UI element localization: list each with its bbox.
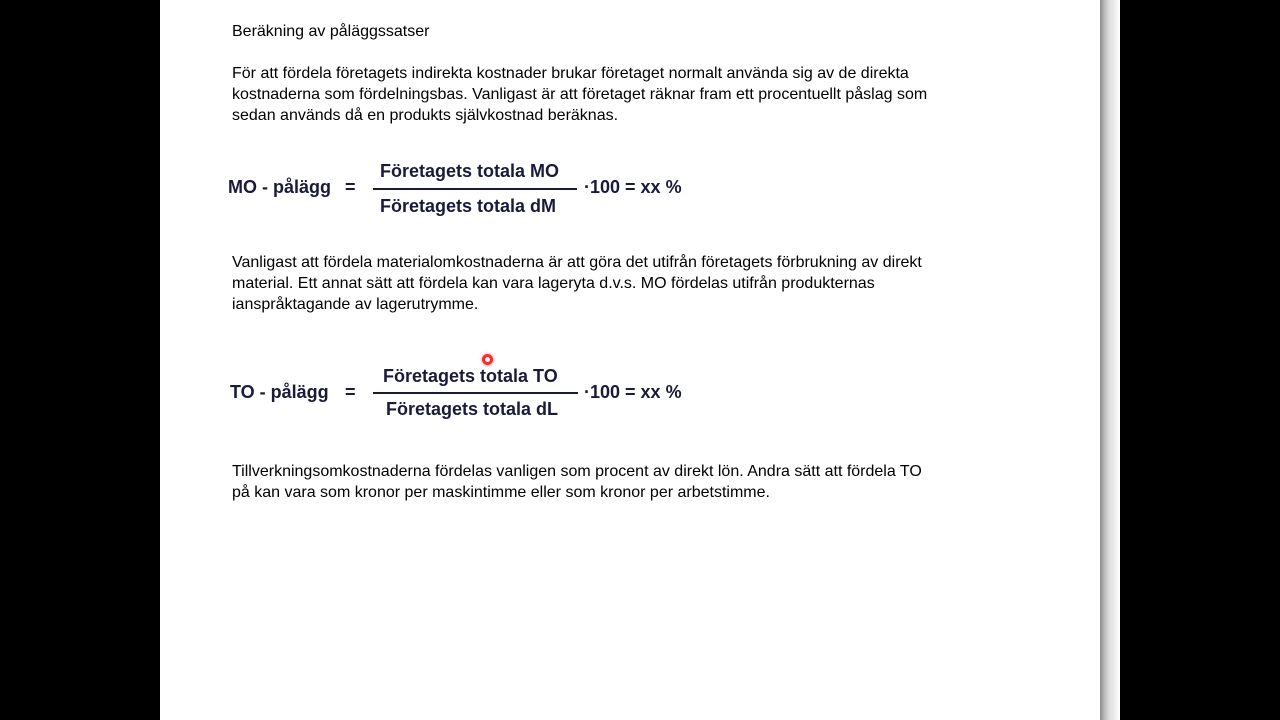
paragraph-line: material. Ett annat sätt att fördela kan vara lageryta d.v.s. MO fördelas utifrån produkternas [232, 275, 875, 292]
paragraph-line: För att fördela företagets indirekta kostnader brukar företaget normalt använda sig av de direkta [232, 65, 909, 82]
document-heading: Beräkning av påläggssatser [232, 23, 430, 40]
formula-to-numerator: Företagets totala TO [383, 366, 558, 386]
paragraph-line: kostnaderna som fördelningsbas. Vanligast är att företaget räknar fram ett procentuellt påslag som [232, 86, 928, 103]
formula-mo-numerator: Företagets totala MO [380, 161, 560, 181]
formula-mo-fraction-bar [373, 188, 577, 190]
formula-mo-label: MO - pålägg [228, 177, 331, 197]
formula-to-result: ·100 = xx % [584, 382, 682, 402]
page-edge-shadow [1100, 0, 1120, 720]
paragraph-intro [232, 63, 1022, 126]
paragraph-mo [232, 252, 1022, 315]
formula-to-fraction-bar [373, 392, 578, 394]
formula-mo-palagg [228, 158, 728, 220]
formula-mo-equals: = [345, 177, 356, 197]
formula-to-palagg [230, 363, 730, 425]
paragraph-line: sedan används då en produkts självkostnad beräknas. [232, 107, 619, 124]
formula-to-label: TO - pålägg [230, 382, 329, 402]
formula-mo-denominator: Företagets totala dM [380, 196, 557, 216]
formula-to-denominator: Företagets totala dL [386, 399, 559, 419]
paragraph-line: på kan vara som kronor per maskintimme eller som kronor per arbetstimme. [232, 484, 770, 501]
paragraph-line: ianspråktagande av lagerutrymme. [232, 296, 479, 313]
paragraph-line: Tillverkningsomkostnaderna fördelas vanligen som procent av direkt lön. Andra sätt att fördela TO [232, 463, 922, 480]
paragraph-line: Vanligast att fördela materialomkostnaderna är att göra det utifrån företagets förbrukning av direkt [232, 254, 922, 271]
laser-pointer-icon [482, 354, 493, 365]
paragraph-to [232, 461, 1022, 503]
document-page [160, 0, 1100, 720]
formula-mo-result: ·100 = xx % [584, 177, 682, 197]
formula-to-equals: = [345, 382, 356, 402]
